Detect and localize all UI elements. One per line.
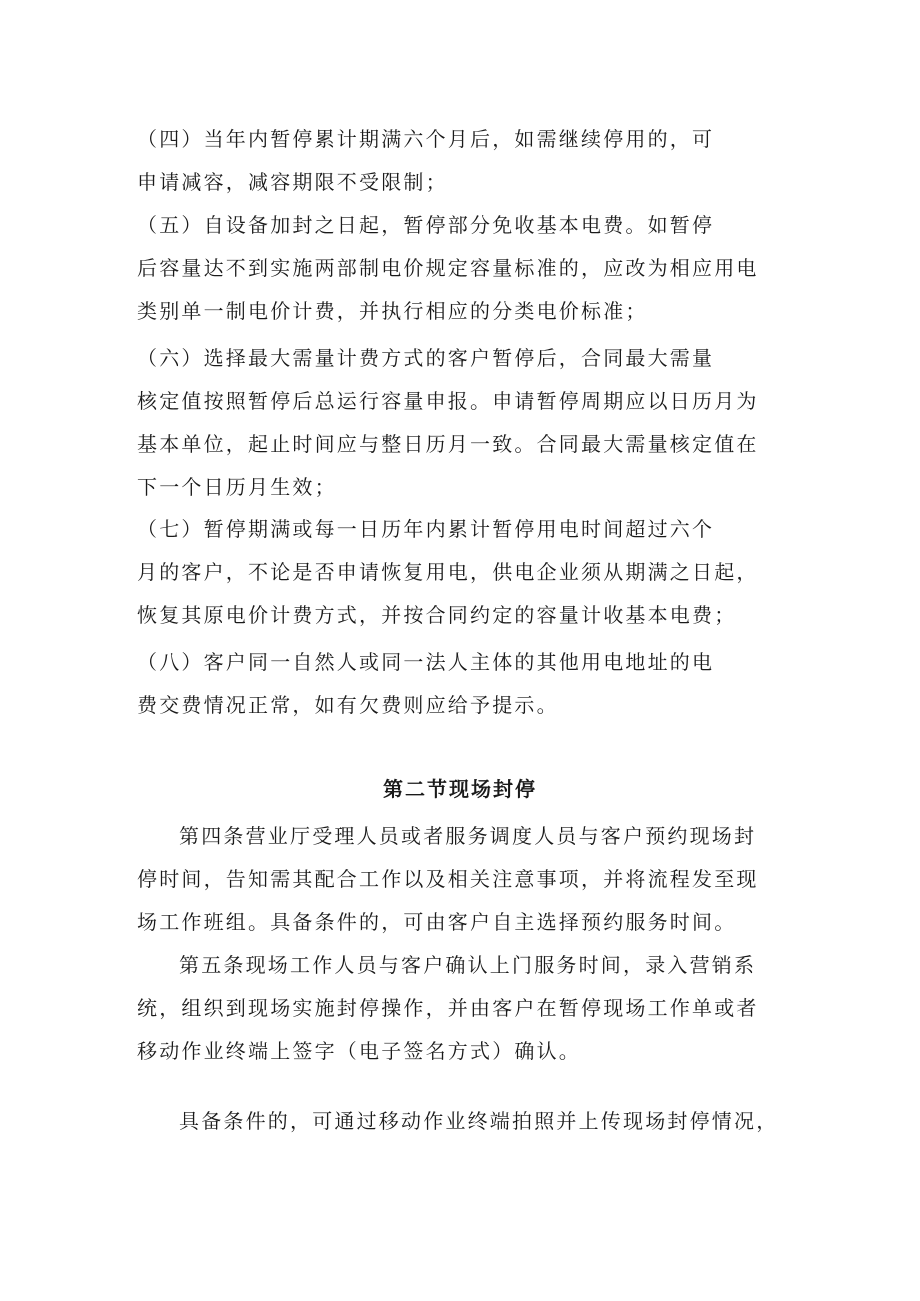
text-line: （四）当年内暂停累计期满六个月后，如需继续停用的，可 (137, 127, 715, 151)
article-continuation (137, 1100, 797, 1143)
text-line: 第四条营业厅受理人员或者服务调度人员与客户预约现场封 (179, 824, 757, 848)
section-heading: 第二节现场封停 (383, 777, 537, 801)
text-line: 费交费情况正常，如有欠费则应给予提示。 (137, 693, 559, 717)
text-line: 基本单位，起止时间应与整日历月一致。合同最大需量核定值在 (137, 432, 759, 456)
text-line: 具备条件的，可通过移动作业终端拍照并上传现场封停情况， (179, 1109, 779, 1133)
text-line: 统，组织到现场实施封停操作，并由客户在暂停现场工作单或者 (137, 996, 759, 1020)
clause-six (137, 337, 797, 509)
text-line: 第五条现场工作人员与客户确认上门服务时间，录入营销系 (179, 953, 757, 977)
text-line: 后容量达不到实施两部制电价规定容量标准的，应改为相应用电 (137, 256, 759, 280)
text-line: （八）客户同一自然人或同一法人主体的其他用电地址的电 (137, 650, 715, 674)
text-line: 停时间，告知需其配合工作以及相关注意事项，并将流程发至现 (137, 867, 759, 891)
clause-four (137, 118, 797, 204)
text-line: 恢复其原电价计费方式，并按合同约定的容量计收基本电费； (137, 603, 737, 627)
text-line: 核定值按照暂停后总运行容量申报。申请暂停周期应以日历月为 (137, 389, 759, 413)
text-line: 申请减容，减容期限不受限制； (137, 170, 448, 194)
text-line: （七）暂停期满或每一日历年内累计暂停用电时间超过六个 (137, 517, 715, 541)
text-line: （六）选择最大需量计费方式的客户暂停后，合同最大需量 (137, 346, 715, 370)
text-line: （五）自设备加封之日起，暂停部分免收基本电费。如暂停 (137, 213, 715, 237)
clause-seven (137, 508, 797, 637)
text-line: 类别单一制电价计费，并执行相应的分类电价标准； (137, 299, 648, 323)
article-four (137, 815, 797, 944)
text-line: 场工作班组。具备条件的，可由客户自主选择预约服务时间。 (137, 910, 737, 934)
text-line: 下一个日历月生效； (137, 475, 337, 499)
clause-five (137, 204, 797, 333)
text-line: 月的客户，不论是否申请恢复用电，供电企业须从期满之日起， (137, 560, 759, 584)
clause-eight (137, 641, 797, 727)
article-five (137, 944, 797, 1073)
text-line: 移动作业终端上签字（电子签名方式）确认。 (137, 1039, 581, 1063)
